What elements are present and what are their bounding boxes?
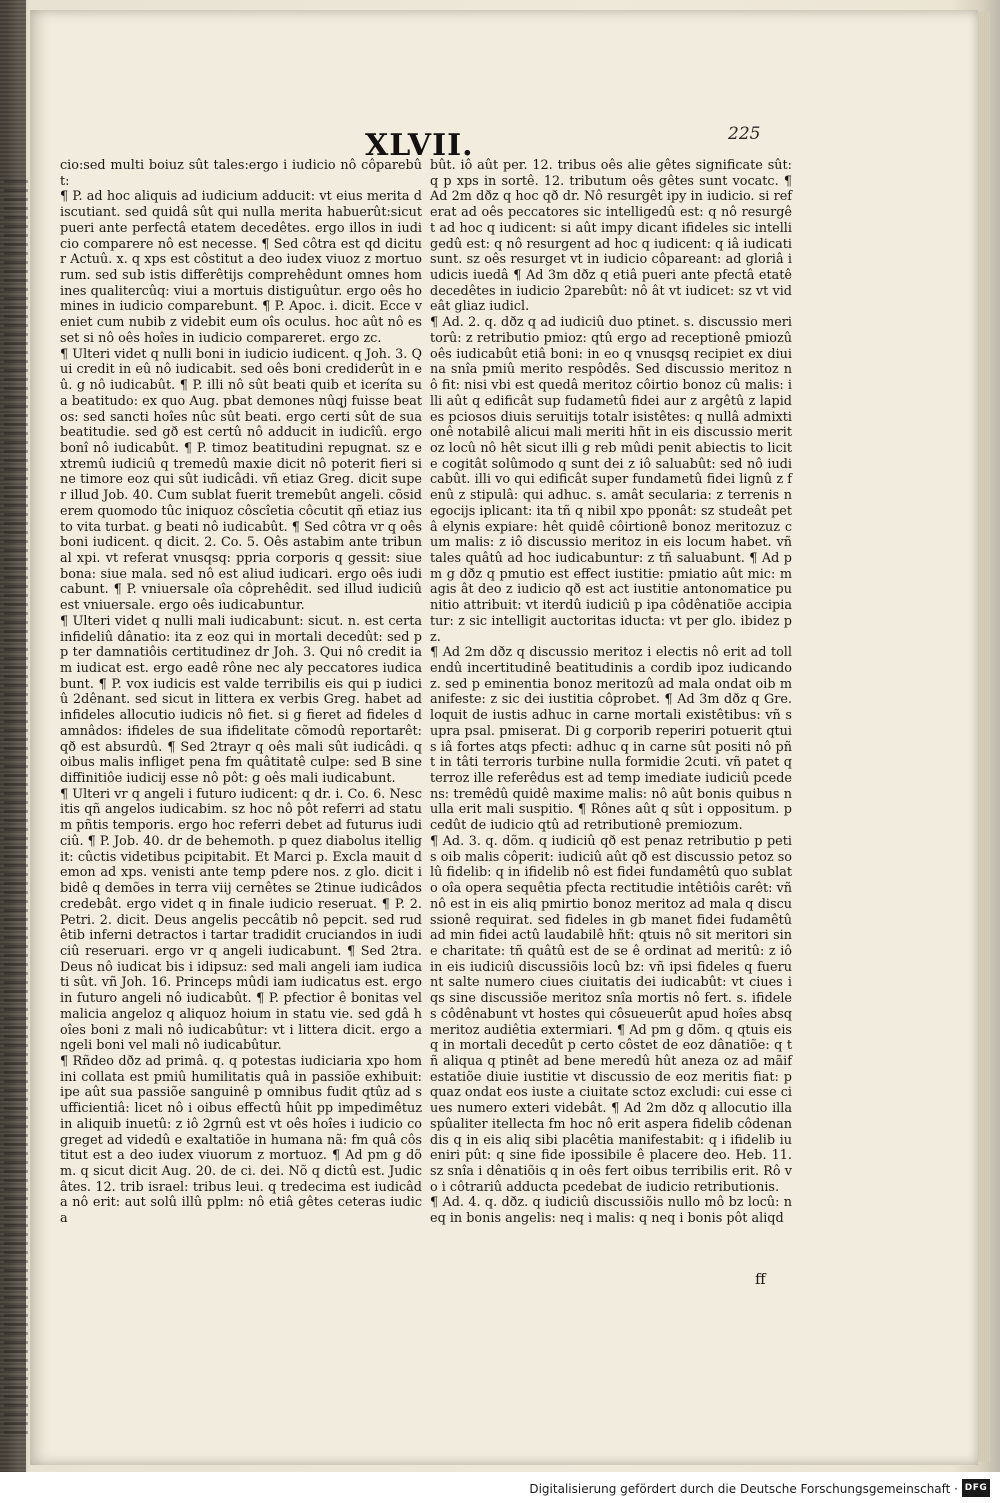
left-paragraph: ¶ Ulteri videt q nulli boni in iudicio iudicent. q Joh. 3. Qui credit in eû nô iudicabit. sed oês boni crediderût in eû. g nô iudicabût. ¶ P. illi nô sût beati quib et iceríta sua beatitudo: ex quo Aug. pbat demones nûqj fuisse beatos: sed sancti hoîes nûc sût beati. ergo certi sût de sua beatitudie. sed gð est certû nô adducit in iudicîû. ergo bonî nô iudicabût. ¶ P. timoz beatitudini repugnat. sz extremû iudiciû q tremedû maxie dicit nô poterit fieri sine timore eoz qui sût iudicâdi. vñ etiaz Greg. dicit super illud Job. 40. Cum sublat fuerit tremebût angeli. cõsiderem quomodo tûc iniquoz côscîetia côcutit qñ etiaz iusto vita turbat. g beati nô iudicabût. ¶ Sed côtra vr q oês boni iudicent. q dicit. 2. Co. 5. Oês astabim ante tribunal xpi. vt referat vnusqsq: ppria corporis q gessit: siue bona: siue mala. sed nô est aliud iudicari. ergo oês iudicabunt. ¶ P. vniuersale oîa côprehêdit. sed illud iudiciû est vniuersale. ergo oês iudicabuntur. <box>60 346 422 614</box>
footer-credit: Digitalisierung gefördert durch die Deutsche Forschungsgemeinschaft · <box>529 1482 958 1496</box>
left-paragraph: cio:sed multi boiuz sût tales:ergo i iudicio nô côparebût: <box>60 158 422 189</box>
running-title: XLVII. <box>365 128 474 163</box>
right-paragraph: ¶ Ad. 4. q. dðz. q iudiciû discussiõis nullo mô bz locû: neq in bonis angelis: neq i malis: q neq i bonis pôt aliqd <box>430 1195 792 1227</box>
signature-mark: ff <box>755 1270 766 1288</box>
left-paragraph: ¶ P. ad hoc aliquis ad iudicium adducit: vt eius merita discutiant. sed quidâ sût qui nulla merita habuerût:sicut pueri ante perfectâ etatem decedêtes. ergo illos in iudicio comparere nô est necesse. ¶ Sed côtra est qd dicitur Actuû. x. q xps est côstitut a deo iudex viuoz z mortuorum. sed sub istis differêtijs comprehêdunt omnes homines qualitercûq: viui a mortuis distiguûtur. ergo oês homines in iudicio comparebunt. ¶ P. Apoc. i. dicit. Ecce veniet cum nubib z videbit eum oîs oculus. hoc aût nô esset si nô oês hoîes in iudicio compareret. ergo zc. <box>60 189 422 346</box>
right-paragraph: ¶ Ad 2m dðz q discussio meritoz i electis nô erit ad tollendû incertitudinê beatitudinis a cordib ipoz iudicandoz. sed p eminentia bonoz meritozû ad mala ondat oib manifeste: z sic dei iustitia côprobet. ¶ Ad 3m dðz q Gre. loquit de iustis adhuc in carne mortali existêtibus: vñ supra psal. pmiserat. Di g corporib reperiri potuerit qtuis iâ fortes atqs pfecti: adhuc q in carne sût positi nô pñt in tâti terroris turbine nulla formidie 2cuti. vñ patet q terroz ille referêdus est ad temp imediate iudiciû pcedens: tremêdû quidê maxime malis: nô aût bonis quibus nulla erit mali suspitio. ¶ Rônes aût q sût i oppositum. pcedût de iudicio qtû ad retributionê premiozum. <box>430 645 792 834</box>
left-paragraph: ¶ Ulteri videt q nulli mali iudicabunt: sicut. n. est certa infideliû dânatio: ita z eoz qui in mortali decedût: sed pp ter damnatiôis certitudinez dr Joh. 3. Qui nô credit iam iudicat est. ergo eadê rône nec aly peccatores iudicabunt. ¶ P. vox iudicis est valde terribilis eis qui p iudiciû 2dênant. sed sicut in littera ex verbis Greg. habet ad infideles allocutio iudicis nô fiet. si g fieret ad fideles damnâdos: ifideles de sua ifidelitate cõmodû reportarêt: qð est absurdû. ¶ Sed 2trayr q oês mali sût iudicâdi. q oibus malis infliget pena fm quâtitatê culpe: sed B sine diffinitiôe iudicij esse nô pôt: g oês mali iudicabunt. <box>60 613 422 787</box>
right-paragraph: ¶ Ad. 3. q. dõm. q iudiciû qð est penaz retributio p petis oib malis côperit: iudiciû aût qð est discussio petoz solû fidelib: q in ifidelib nô est fidei fundamêtû quo sublato oîa opera sequêtia pfecta rectitudie intêtiôis carêt: vñ nô est in eis aliq pmirtio bonoz meritoz ad mala q discussionê requirat. sed fideles in gb manet fidei fudamêtû ad min fidei actû laudabilê hñt: qtuis nô sit meritori sine charitate: tñ quâtû est de se ê ordinat ad meritû: z iô in eis iudiciû discussiõis locû bz: vñ ipsi fideles q fuerunt salte numero ciues ciuitatis dei iudicabût: vt ciues i qs sine discussiõe meritoz snîa mortis nô fert. s. ifideles côdênabunt vt hostes qui côsueuerût apud hoîes absq meritoz audiêtia extermiari. ¶ Ad pm g dõm. q qtuis eis q in mortali decedût p certo côstet de eoz dânatiõe: q tñ aliqua q ptinêt ad bene meredû hût aneza oz ad mãifestatiõe diuie iustitie vt discussio de eoz meritis fiat: p quaz ondat eos iuste a ciuitate sctoz excludi: cui esse ciues numero exteri videbât. ¶ Ad 2m dðz q allocutio illa spûaliter itellecta fm hoc nô erit aspera fidelib côdenandis q in eis aliq sibi placêtia manifestabit: q i ifidelib iueniri pût: q sine fide ipossibile ê placere deo. Heb. 11. sz snîa i dênatiõis q in oês fert oibus terribilis erit. Rô vo i côtrariû adducta pcedebat de iudicio retributionis. <box>430 833 792 1195</box>
left-paragraph: ¶ Ulteri vr q angeli i futuro iudicent: q dr. i. Co. 6. Nescitis qñ angelos iudicabim. sz hoc nô pôt referri ad statum pñtis temporis. ergo hoc referri debet ad futurus iudiciû. ¶ P. Job. 40. dr de behemoth. p quez diabolus itelligit: cûctis videtibus pcipitabit. Et Marci p. Excla mauit demon ad xps. venisti ante temp pdere nos. z glo. dicit ibidê q demões in terra viij cernêtes se 2tinue iudicâdos credebât. ergo videt q in finale iudicio reseruat. ¶ P. 2. Petri. 2. dicit. Deus angelis peccâtib nô pepcit. sed rudêtib inferni detractos i tartar tradidit cruciandos in iudiciû reseruari. ergo vr q angeli iudicabunt. ¶ Sed 2tra. Deus nô iudicat bis i idipsuz: sed mali angeli iam iudicati sût. vñ Joh. 16. Princeps mûdi iam iudicatus est. ergo in futuro angeli nô iudicabût. ¶ P. pfectior ê bonitas vel malicia angeloz q aliquoz hoium in statu vie. sed gdâ hoîes boni z mali nô iudicabûtur: vt i littera dicit. ergo angeli boni vel mali nô iudicabûtur. <box>60 786 422 1054</box>
dfg-logo[interactable]: DFG <box>962 1479 990 1497</box>
left-paragraph: ¶ Rñdeo dðz ad primâ. q. q potestas iudiciaria xpo homini collata est pmiû humilitatis quâ in passiõe exhibuit: ipe aût sua passiõe sanguinê p omnibus fudit qtûz ad sufficientiâ: licet nô i oibus effectû hûit pp impedimêtuz in aliquib inuetû: z iô 2grnû est vt oês hoîes i iudicio cogreget ad videdû e exaltatiõe in humana nã: fm quâ côstitut est a deo iudex viuorum z mortuoz. ¶ Ad pm g dõm. q sicut dicit Aug. 20. de ci. dei. Nõ q dictû est. Judicâtes. 12. trib israel: tribus leui. q tredecima est iudicâda nô erit: aut solû illû pplm: nô etiâ gêtes ceteras iudica <box>60 1053 422 1227</box>
left-column <box>60 158 422 1278</box>
facing-page-bleed <box>4 180 28 1440</box>
right-paragraph: ¶ Ad. 2. q. dðz q ad iudiciû duo ptinet. s. discussio meritorû: z retributio pmioz: qtû ergo ad receptionê pmiozû oês iudicabût etiâ boni: in eo q vnusqsq recipiet ex diuina snîa pmiû merito respôdês. Sed discussio meritoz nô fit: nisi vbi est quedâ meritoz côirtio bonoz cû malis: illi aût q edificât sup fudametû fidei aur z argêtû z lapides pciosos diuis seruitijs totalr isistêtes: q nullâ admixtionê notabilê alicui mali meriti hñt in eis discussio meritoz locû nô hêt sicut illi g reb mûdi penit abiectis to licite cogitât solûmodo q sunt dei z iô saluabût: sed nô iudicabût. illi vo qui edificât super fundametû fidei lignû z fenû z stipulâ: qui adhuc. s. amât secularia: z terrenis negocijs iplicant: ita tñ q nibil xpo pponât: sz studeât petâ elynis expiare: hêt quidê côirtionê bonoz meritozuz cum malis: z iô discussio meritoz in eis locum habet. vñ tales quâtû ad hoc iudicabuntur: z tñ saluabunt. ¶ Ad pm g dðz q pmutio est effect iustitie: pmiatio aût mic: magis ât deo z iudicio qð est act iustitie antonomatice punitio attribuit: vt iterdû iudiciû p ipa côdênatiõe accipiatur: z sic intelligit auctoritas iducta: vt per glo. ibidez pz. <box>430 315 792 645</box>
right-paragraph: bût. iô aût per. 12. tribus oês alie gêtes significate sût: q p xps in sortê. 12. tributum oês gêtes sunt vocatc. ¶ Ad 2m dðz q hoc qð dr. Nô resurgêt ipy in iudicio. si referat ad oês peccatores sic intelligedû est: q nô resurgêt ad hoc q iudicent: si aût impy dicant ifideles sic intelligedû est: q nô resurgent ad hoc q iudicent: q iâ iudicati sunt. sz oês resurget vt in iudicio côpareant: ad gloriâ iudicis iuedâ ¶ Ad 3m dðz q etiâ pueri ante pfectâ etatê decedêtes in iudicio 2parebût: nô ât vt iudicet: sz vt videât gliaz iudicl. <box>430 158 792 315</box>
right-column <box>430 158 792 1288</box>
page-stack-edge <box>976 12 990 1462</box>
folio-number: 225 <box>728 124 761 144</box>
